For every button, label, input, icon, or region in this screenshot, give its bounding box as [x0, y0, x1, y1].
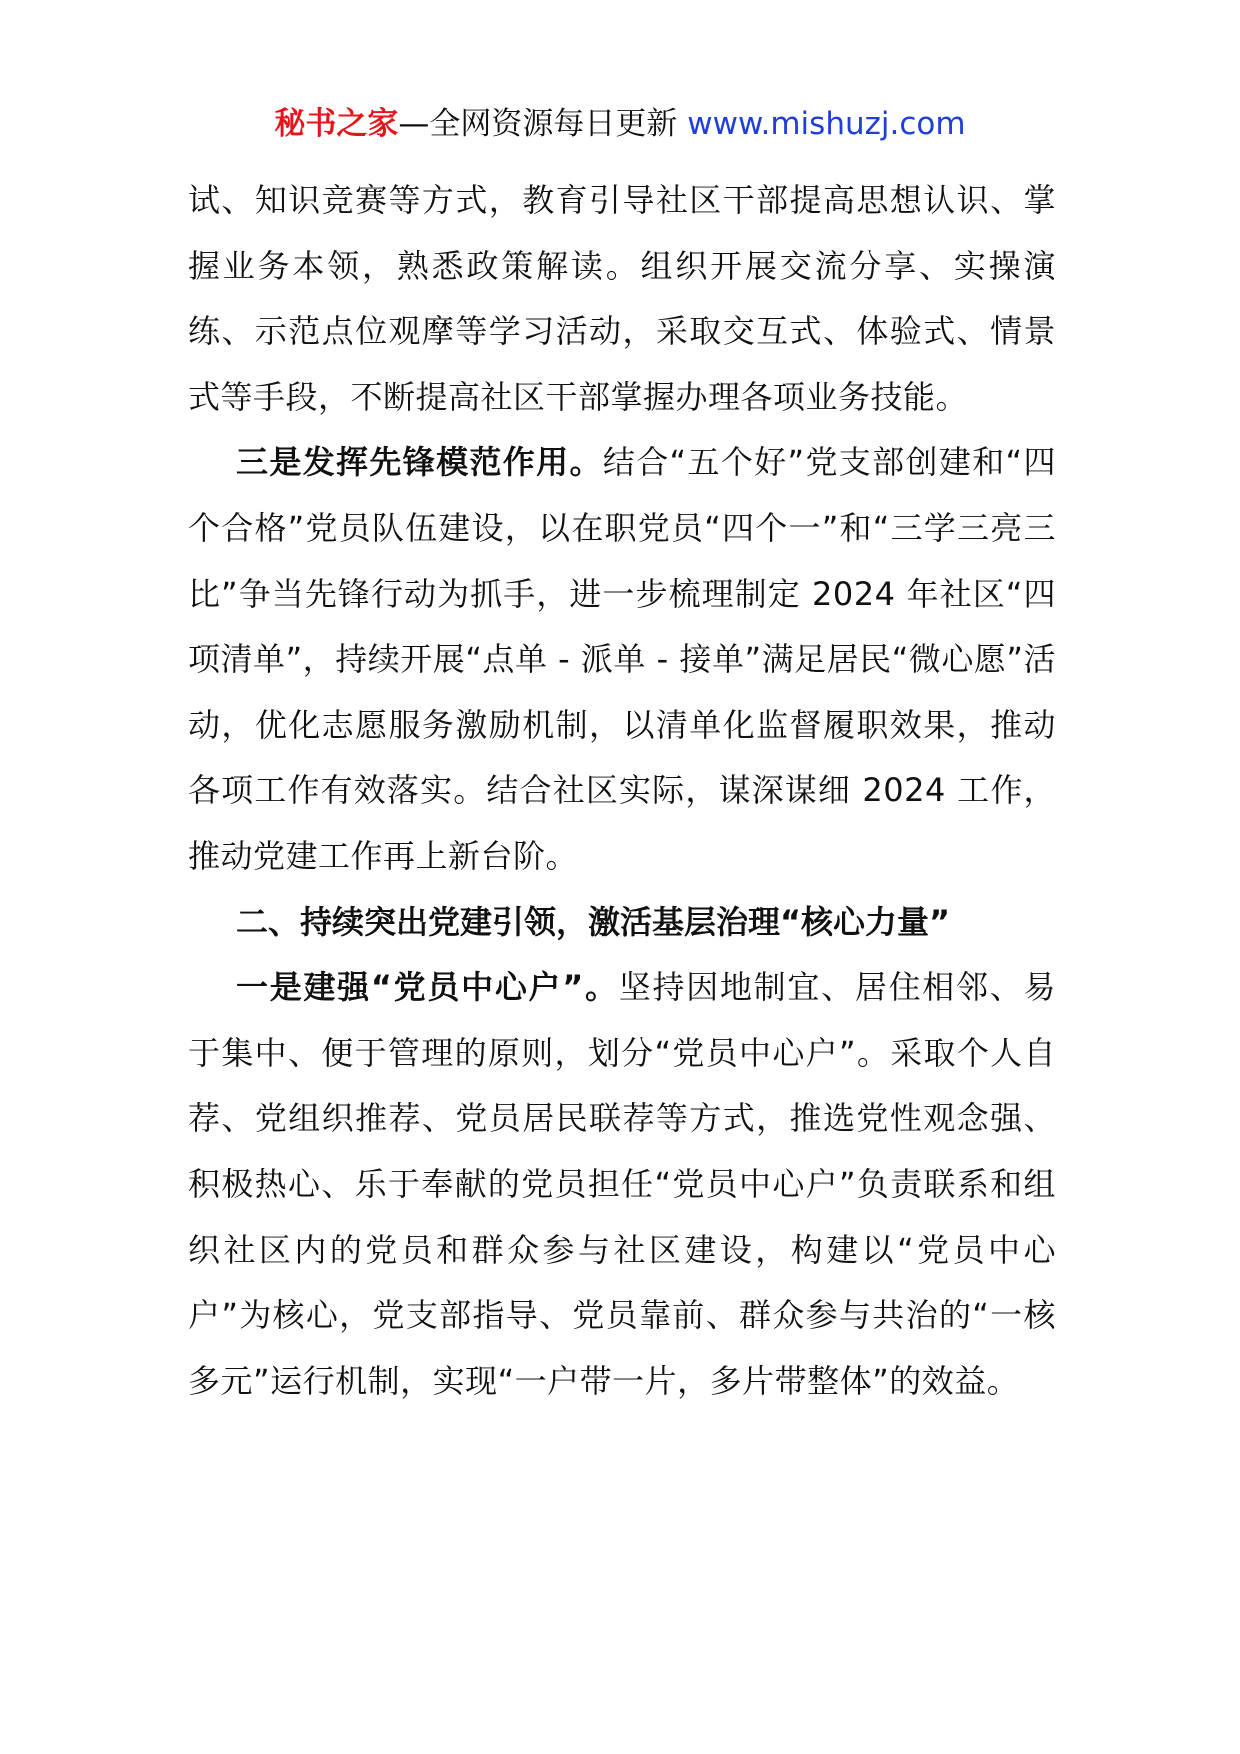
- brand-name: 秘书之家: [274, 106, 399, 142]
- paragraph-party-center-households: [188, 955, 1056, 1414]
- page-header: [0, 100, 1240, 148]
- paragraph-vanguard-role: [188, 430, 1056, 889]
- paragraph-continuation: 试、知识竞赛等方式，教育引导社区干部提高思想认识、掌握业务本领，熟悉政策解读。组织开展交流分享、实操演练、示范点位观摩等学习活动，采取交互式、体验式、情景式等手段，不断提高社区干部掌握办理各项业务技能。: [188, 181, 1056, 416]
- paragraph-text: 结合“五个好”党支部创建和“四个合格”党员队伍建设，以在职党员“四个一”和“三学三亮三比”争当先锋行动为抓手，进一步梳理制定 2024 年社区“四项清单”，持续开展“点单 - 派单 - 接单”满足居民“微心愿”活动，优化志愿服务激励机制，以清单化监督履职效果，推动各项工作有效落实。结合社区实际，谋深谋细 2024 工作，推动党建工作再上新台阶。: [188, 443, 1056, 875]
- section-heading: 二、持续突出党建引领，激活基层治理“核心力量”: [236, 902, 951, 941]
- header-url-link[interactable]: www.mishuzj.com: [687, 106, 966, 142]
- header-tagline: —全网资源每日更新: [398, 106, 688, 142]
- paragraph-lead-heading: 三是发挥先锋模范作用。: [236, 443, 603, 482]
- document-body: [188, 168, 1056, 1414]
- paragraph-lead-heading: 一是建强“党员中心户”。: [236, 968, 619, 1007]
- paragraph-text: 坚持因地制宜、居住相邻、易于集中、便于管理的原则，划分“党员中心户”。采取个人自荐、党组织推荐、党员居民联荐等方式，推选党性观念强、积极热心、乐于奉献的党员担任“党员中心户”负责联系和组织社区内的党员和群众参与社区建设，构建以“党员中心户”为核心，党支部指导、党员靠前、群众参与共治的“一核多元”运行机制，实现“一户带一片，多片带整体”的效益。: [188, 968, 1056, 1400]
